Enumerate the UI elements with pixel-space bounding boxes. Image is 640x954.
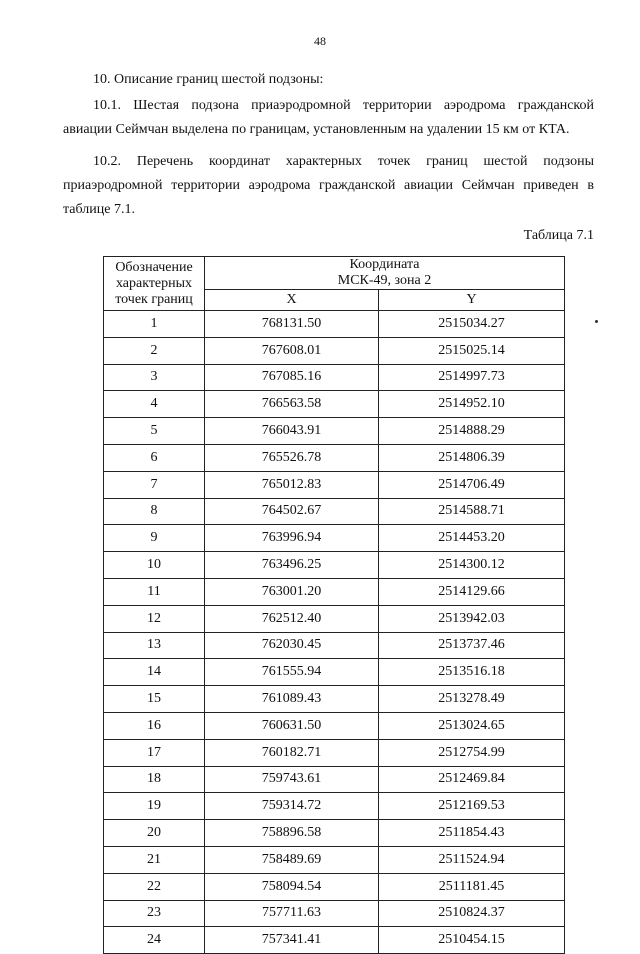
y-coordinate-cell: 2514706.49 (379, 471, 565, 498)
y-coordinate-cell: 2513737.46 (379, 632, 565, 659)
point-number-cell: 15 (104, 686, 205, 713)
point-number-cell: 14 (104, 659, 205, 686)
y-coordinate-cell: 2514300.12 (379, 552, 565, 579)
y-coordinate-cell: 2514806.39 (379, 444, 565, 471)
table-row (104, 820, 565, 847)
x-coordinate-cell: 758094.54 (205, 873, 379, 900)
table-row (104, 444, 565, 471)
point-number-cell: 18 (104, 766, 205, 793)
table-row (104, 686, 565, 713)
x-coordinate-cell: 766043.91 (205, 418, 379, 445)
x-coordinate-cell: 759314.72 (205, 793, 379, 820)
table-body (104, 311, 565, 954)
x-coordinate-cell: 763001.20 (205, 578, 379, 605)
table-row (104, 900, 565, 927)
y-coordinate-cell: 2512169.53 (379, 793, 565, 820)
point-number-cell: 10 (104, 552, 205, 579)
table-row (104, 364, 565, 391)
x-coordinate-cell: 763996.94 (205, 525, 379, 552)
point-number-cell: 9 (104, 525, 205, 552)
point-number-cell: 21 (104, 846, 205, 873)
y-coordinate-cell: 2514888.29 (379, 418, 565, 445)
table-row (104, 498, 565, 525)
point-number-cell: 22 (104, 873, 205, 900)
point-number-cell: 23 (104, 900, 205, 927)
point-number-cell: 20 (104, 820, 205, 847)
coordinates-table (103, 256, 565, 954)
point-number-cell: 1 (104, 311, 205, 338)
y-coordinate-cell: 2513516.18 (379, 659, 565, 686)
point-number-cell: 16 (104, 712, 205, 739)
table-row (104, 766, 565, 793)
table-row (104, 927, 565, 954)
y-coordinate-cell: 2514129.66 (379, 578, 565, 605)
table-row (104, 793, 565, 820)
x-coordinate-cell: 759743.61 (205, 766, 379, 793)
point-number-cell: 8 (104, 498, 205, 525)
y-coordinate-cell: 2511524.94 (379, 846, 565, 873)
table-row (104, 659, 565, 686)
table-row (104, 712, 565, 739)
y-coordinate-cell: 2513278.49 (379, 686, 565, 713)
x-coordinate-cell: 763496.25 (205, 552, 379, 579)
paragraph-10-2: 10.2. Перечень координат характерных точек границ шестой подзоны приаэродромной территории аэродрома гражданской авиации Сеймчан приведен в таблице 7.1. (63, 154, 594, 217)
y-coordinate-cell: 2511854.43 (379, 820, 565, 847)
x-coordinate-cell: 761555.94 (205, 659, 379, 686)
table-row (104, 471, 565, 498)
x-coordinate-cell: 765526.78 (205, 444, 379, 471)
y-coordinate-cell: 2513024.65 (379, 712, 565, 739)
x-coordinate-cell: 757341.41 (205, 927, 379, 954)
page-number: 48 (314, 34, 326, 48)
header-coordinate-system: МСК-49, зона 2 (337, 273, 432, 288)
y-coordinate-cell: 2512469.84 (379, 766, 565, 793)
paragraph-10-1: 10.1. Шестая подзона приаэродромной территории аэродрома гражданской авиации Сеймчан выделена по границам, установленным на удалении 15 км от КТА. (63, 98, 594, 137)
x-coordinate-cell: 760631.50 (205, 712, 379, 739)
y-coordinate-cell: 2515034.27 (379, 311, 565, 338)
point-number-cell: 6 (104, 444, 205, 471)
y-coordinate-cell: 2515025.14 (379, 337, 565, 364)
table-row (104, 525, 565, 552)
x-coordinate-cell: 767608.01 (205, 337, 379, 364)
y-coordinate-cell: 2514588.71 (379, 498, 565, 525)
x-coordinate-cell: 767085.16 (205, 364, 379, 391)
point-number-cell: 13 (104, 632, 205, 659)
x-coordinate-cell: 765012.83 (205, 471, 379, 498)
table-row (104, 418, 565, 445)
point-number-cell: 2 (104, 337, 205, 364)
y-coordinate-cell: 2514997.73 (379, 364, 565, 391)
x-coordinate-cell: 764502.67 (205, 498, 379, 525)
table-row (104, 391, 565, 418)
y-coordinate-cell: 2513942.03 (379, 605, 565, 632)
x-coordinate-cell: 766563.58 (205, 391, 379, 418)
point-number-cell: 3 (104, 364, 205, 391)
point-number-cell: 24 (104, 927, 205, 954)
section-heading: 10. Описание границ шестой подзоны: (93, 72, 324, 87)
table-row (104, 739, 565, 766)
header-x: X (205, 290, 379, 311)
point-number-cell: 7 (104, 471, 205, 498)
x-coordinate-cell: 758896.58 (205, 820, 379, 847)
table-row (104, 552, 565, 579)
x-coordinate-cell: 768131.50 (205, 311, 379, 338)
x-coordinate-cell: 758489.69 (205, 846, 379, 873)
point-number-cell: 4 (104, 391, 205, 418)
point-number-cell: 12 (104, 605, 205, 632)
y-coordinate-cell: 2514952.10 (379, 391, 565, 418)
header-point-label: Обозначение характерных точек границ (104, 257, 205, 311)
x-coordinate-cell: 757711.63 (205, 900, 379, 927)
y-coordinate-cell: 2512754.99 (379, 739, 565, 766)
x-coordinate-cell: 762512.40 (205, 605, 379, 632)
table-row (104, 578, 565, 605)
point-number-cell: 17 (104, 739, 205, 766)
header-coordinate (205, 257, 565, 290)
y-coordinate-cell: 2511181.45 (379, 873, 565, 900)
table-row (104, 311, 565, 338)
table-row (104, 632, 565, 659)
y-coordinate-cell: 2510454.15 (379, 927, 565, 954)
y-coordinate-cell: 2510824.37 (379, 900, 565, 927)
x-coordinate-cell: 760182.71 (205, 739, 379, 766)
point-number-cell: 11 (104, 578, 205, 605)
table-row (104, 873, 565, 900)
table-row (104, 846, 565, 873)
table-row (104, 337, 565, 364)
point-number-cell: 5 (104, 418, 205, 445)
header-y: Y (379, 290, 565, 311)
table-row (104, 605, 565, 632)
point-number-cell: 19 (104, 793, 205, 820)
x-coordinate-cell: 762030.45 (205, 632, 379, 659)
scan-speck (595, 320, 598, 323)
y-coordinate-cell: 2514453.20 (379, 525, 565, 552)
table-caption: Таблица 7.1 (523, 228, 594, 243)
x-coordinate-cell: 761089.43 (205, 686, 379, 713)
header-coordinate-title: Координата (349, 257, 420, 272)
